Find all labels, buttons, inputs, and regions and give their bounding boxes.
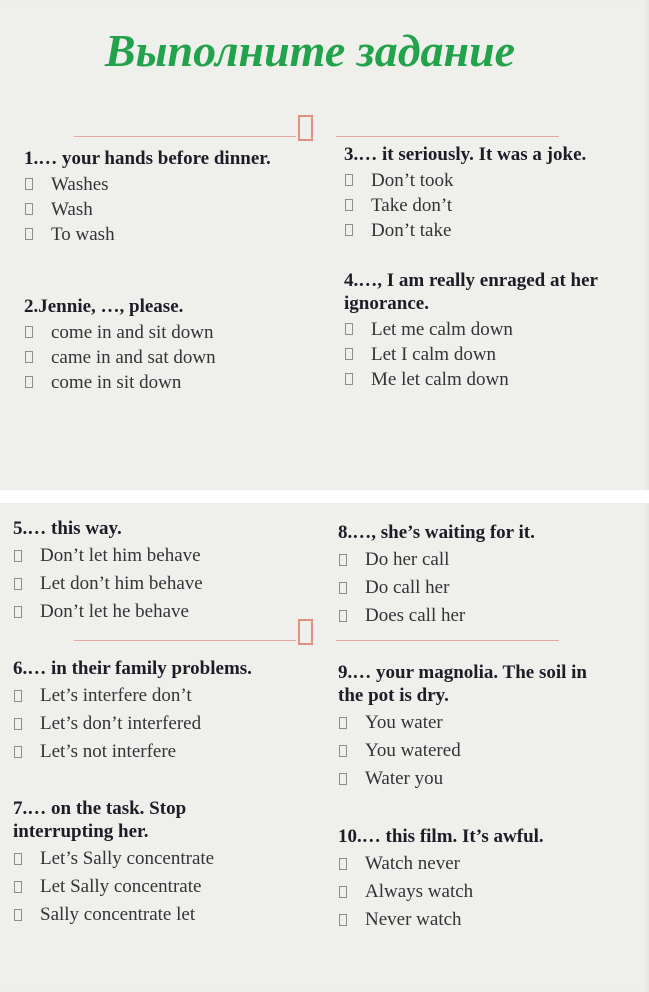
checkbox-icon bbox=[345, 174, 353, 186]
question-text: 10.… this film. It’s awful. bbox=[338, 826, 544, 847]
question-10 bbox=[338, 825, 628, 934]
checkbox-icon bbox=[25, 178, 33, 190]
answer-option[interactable]: Let’s don’t interfered bbox=[13, 710, 323, 738]
answer-option[interactable]: Let’s interfere don’t bbox=[13, 682, 323, 710]
checkbox-icon bbox=[339, 773, 347, 785]
question-text: 3.… it seriously. It was a joke. bbox=[344, 144, 587, 165]
answer-option[interactable]: Let’s not interfere bbox=[13, 738, 323, 766]
checkbox-icon bbox=[339, 582, 347, 594]
checkbox-icon bbox=[25, 203, 33, 215]
answer-option[interactable]: Washes bbox=[24, 172, 324, 197]
checkbox-icon bbox=[339, 745, 347, 757]
checkbox-icon bbox=[339, 886, 347, 898]
slide-title: Выполните задание bbox=[104, 25, 516, 76]
checkbox-icon bbox=[14, 746, 22, 758]
answer-option[interactable]: Don’t let him behave bbox=[13, 542, 313, 570]
checkbox-icon bbox=[14, 881, 22, 893]
divider-left bbox=[74, 136, 296, 137]
question-8 bbox=[338, 521, 628, 630]
question-text: 6.… in their family problems. bbox=[13, 658, 252, 679]
checkbox-icon bbox=[339, 610, 347, 622]
checkbox-icon bbox=[14, 909, 22, 921]
question-5 bbox=[13, 517, 313, 626]
answer-option[interactable]: Never watch bbox=[338, 906, 628, 934]
checkbox-icon bbox=[25, 326, 33, 338]
answer-option[interactable]: Do call her bbox=[338, 574, 628, 602]
answer-option[interactable]: Do her call bbox=[338, 546, 628, 574]
answer-option[interactable]: Let me calm down bbox=[344, 317, 614, 342]
checkbox-icon bbox=[25, 228, 33, 240]
answer-option[interactable]: Me let calm down bbox=[344, 367, 614, 392]
checkbox-icon bbox=[14, 578, 22, 590]
divider-right bbox=[336, 640, 559, 641]
checkbox-icon bbox=[345, 224, 353, 236]
answer-option[interactable]: Don’t take bbox=[344, 218, 634, 243]
answer-option[interactable]: Let’s Sally concentrate bbox=[13, 845, 263, 873]
checkbox-icon bbox=[14, 718, 22, 730]
question-text: 7.… on the task. Stop interrupting her. bbox=[13, 798, 187, 842]
answer-option[interactable]: Always watch bbox=[338, 878, 628, 906]
answer-option[interactable]: Water you bbox=[338, 765, 613, 793]
question-4 bbox=[344, 269, 614, 392]
divider-right bbox=[336, 136, 559, 137]
question-2 bbox=[24, 295, 324, 395]
answer-option[interactable]: You watered bbox=[338, 737, 613, 765]
answer-option[interactable]: come in sit down bbox=[24, 370, 324, 395]
answer-option[interactable]: Wash bbox=[24, 197, 324, 222]
checkbox-icon bbox=[25, 351, 33, 363]
question-text: 1.… your hands before dinner. bbox=[24, 148, 271, 169]
question-text: 2.Jennie, …, please. bbox=[24, 296, 184, 317]
question-1 bbox=[24, 147, 324, 247]
checkbox-icon bbox=[345, 373, 353, 385]
checkbox-icon bbox=[345, 348, 353, 360]
question-text: 5.… this way. bbox=[13, 518, 122, 539]
question-text: 8.…, she’s waiting for it. bbox=[338, 522, 535, 543]
checkbox-icon bbox=[339, 554, 347, 566]
answer-option[interactable]: Let Sally concentrate bbox=[13, 873, 263, 901]
checkbox-icon bbox=[14, 853, 22, 865]
answer-option[interactable]: come in and sit down bbox=[24, 320, 324, 345]
question-3 bbox=[344, 143, 634, 243]
question-9 bbox=[338, 661, 613, 793]
checkbox-icon bbox=[345, 199, 353, 211]
answer-option[interactable]: Don’t took bbox=[344, 168, 634, 193]
checkbox-icon bbox=[14, 550, 22, 562]
answer-option[interactable]: Don’t let he behave bbox=[13, 598, 313, 626]
question-6 bbox=[13, 657, 323, 766]
answer-option[interactable]: Sally concentrate let bbox=[13, 901, 263, 929]
checkbox-icon bbox=[14, 606, 22, 618]
slide-2 bbox=[0, 503, 649, 992]
placeholder-box-icon bbox=[298, 115, 313, 141]
answer-option[interactable]: Let I calm down bbox=[344, 342, 614, 367]
checkbox-icon bbox=[339, 717, 347, 729]
answer-option[interactable]: Take don’t bbox=[344, 193, 634, 218]
checkbox-icon bbox=[339, 858, 347, 870]
checkbox-icon bbox=[345, 323, 353, 335]
answer-option[interactable]: To wash bbox=[24, 222, 324, 247]
answer-option[interactable]: Watch never bbox=[338, 850, 628, 878]
checkbox-icon bbox=[25, 376, 33, 388]
divider-left bbox=[74, 640, 296, 641]
question-text: 4.…, I am really enraged at her ignorance. bbox=[344, 270, 598, 314]
checkbox-icon bbox=[14, 690, 22, 702]
answer-option[interactable]: came in and sat down bbox=[24, 345, 324, 370]
question-7 bbox=[13, 797, 263, 929]
question-text: 9.… your magnolia. The soil in the pot is dry. bbox=[338, 662, 587, 706]
answer-option[interactable]: You water bbox=[338, 709, 613, 737]
slide-1 bbox=[0, 0, 649, 490]
answer-option[interactable]: Let don’t him behave bbox=[13, 570, 313, 598]
checkbox-icon bbox=[339, 914, 347, 926]
answer-option[interactable]: Does call her bbox=[338, 602, 628, 630]
